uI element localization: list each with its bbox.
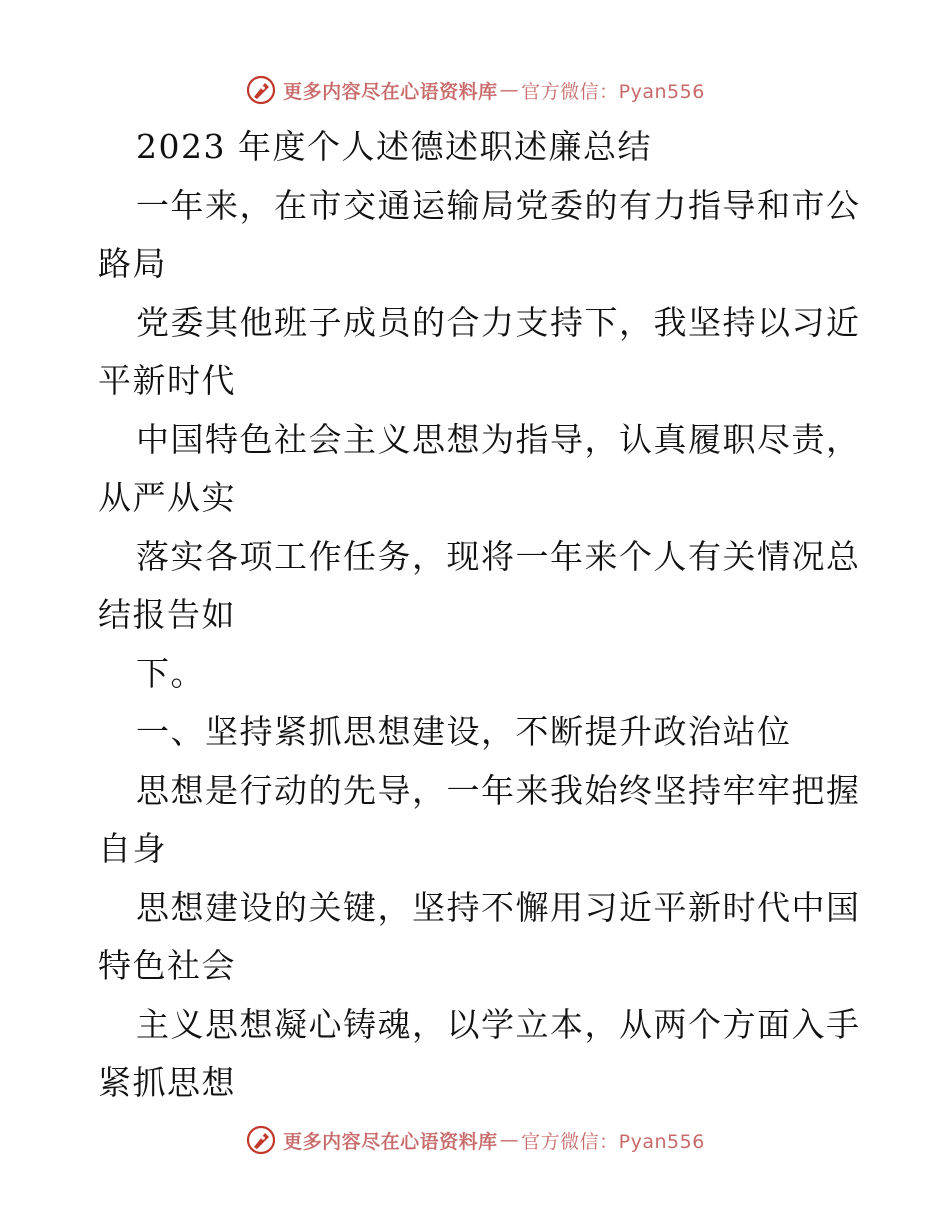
paragraph-line: 党委其他班子成员的合力支持下，我坚持以习近: [136, 302, 861, 342]
watermark-wechat-text: 官方微信：Pyan556: [521, 80, 705, 103]
paragraph-line: 思想是行动的先导，一年来我始终坚持牢牢把握: [136, 770, 861, 810]
watermark-site-text: 更多内容尽在心语资料库: [283, 80, 498, 103]
watermark-separator: —: [499, 79, 520, 101]
paragraph-line: 特色社会: [98, 946, 236, 985]
document-body: [98, 118, 861, 1113]
paragraph-line: 一年来，在市交通运输局党委的有力指导和市公: [136, 185, 861, 225]
pen-nib-logo-icon: [245, 74, 277, 106]
paragraph-line: 从严从实: [98, 478, 236, 517]
watermark-separator: —: [499, 1129, 520, 1151]
watermark-wechat-text: 官方微信：Pyan556: [521, 1130, 705, 1153]
paragraph-line: 思想建设的关键，坚持不懈用习近平新时代中国: [136, 887, 861, 927]
paragraph-line: 主义思想凝心铸魂，以学立本，从两个方面入手: [136, 1004, 861, 1044]
paragraph-line: 路局: [98, 244, 167, 283]
footer-watermark: [0, 1120, 950, 1160]
paragraph-line: 自身: [98, 829, 167, 868]
pen-nib-logo-icon: [245, 1124, 277, 1156]
section-heading: 一、坚持紧抓思想建设，不断提升政治站位: [136, 712, 792, 751]
paragraph-line: 紧抓思想: [98, 1063, 236, 1102]
paragraph-line: 中国特色社会主义思想为指导，认真履职尽责，: [136, 419, 861, 459]
paragraph-line: 落实各项工作任务，现将一年来个人有关情况总: [136, 536, 861, 576]
document-title: 2023 年度个人述德述职述廉总结: [136, 127, 652, 166]
paragraph-line: 平新时代: [98, 361, 236, 400]
paragraph-line: 结报告如: [98, 595, 236, 634]
paragraph-line: 下。: [136, 653, 205, 693]
watermark-site-text: 更多内容尽在心语资料库: [283, 1130, 498, 1153]
header-watermark: [0, 70, 950, 110]
